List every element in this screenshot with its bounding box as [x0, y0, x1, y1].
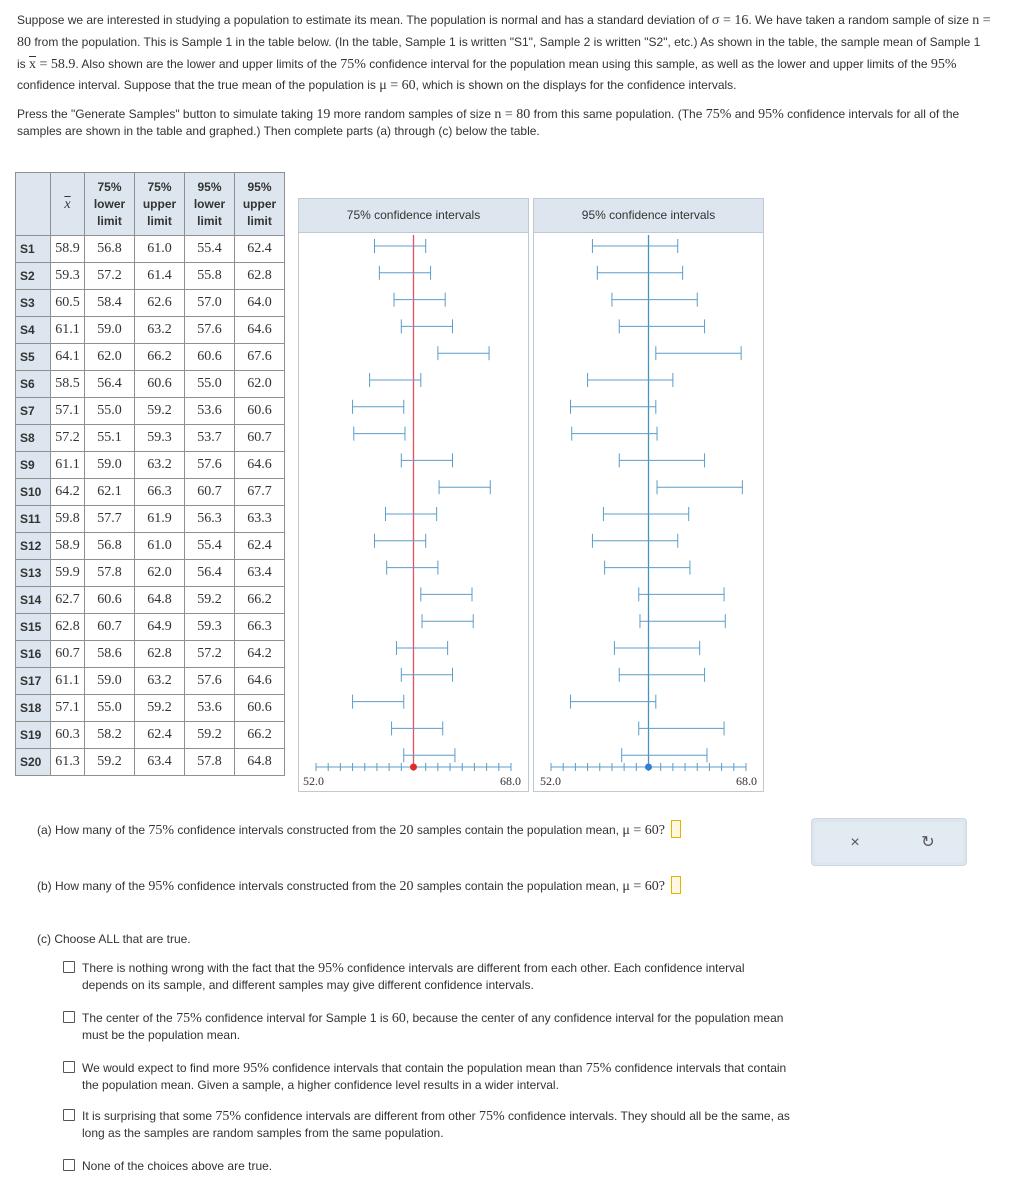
cell-mean: 58.9 — [51, 533, 85, 560]
cell-l75: 57.7 — [85, 506, 135, 533]
cell-mean: 61.1 — [51, 452, 85, 479]
cell-l95: 57.6 — [185, 452, 235, 479]
cell-u75: 60.6 — [135, 371, 185, 398]
sample-label: S16 — [16, 641, 51, 668]
cell-u95: 67.6 — [235, 344, 285, 371]
cell-l75: 60.7 — [85, 614, 135, 641]
option-4-checkbox[interactable] — [63, 1109, 75, 1121]
sample-label: S5 — [16, 344, 51, 371]
table-row — [16, 371, 285, 398]
sample-label: S12 — [16, 533, 51, 560]
sample-label: S2 — [16, 263, 51, 290]
cell-l95: 59.2 — [185, 587, 235, 614]
cell-l75: 55.0 — [85, 695, 135, 722]
cell-mean: 57.1 — [51, 398, 85, 425]
table-row — [16, 560, 285, 587]
sample-label: S4 — [16, 317, 51, 344]
sample-label: S19 — [16, 722, 51, 749]
header-95-lower: 95% lower limit — [185, 173, 235, 236]
sample-label: S11 — [16, 506, 51, 533]
cell-u75: 62.4 — [135, 722, 185, 749]
table-row — [16, 479, 285, 506]
cell-l75: 55.1 — [85, 425, 135, 452]
sample-label: S13 — [16, 560, 51, 587]
cell-u75: 66.3 — [135, 479, 185, 506]
option-2-label: The center of the 75% confidence interval for Sample 1 is 60, because the center of any confidence interval for the population mean must be the population mean. — [82, 1011, 784, 1042]
cell-u95: 63.4 — [235, 560, 285, 587]
cell-u95: 67.7 — [235, 479, 285, 506]
cell-l75: 56.8 — [85, 236, 135, 263]
cell-u95: 66.2 — [235, 722, 285, 749]
cell-l95: 56.3 — [185, 506, 235, 533]
samples-table — [15, 172, 285, 776]
sample-label: S18 — [16, 695, 51, 722]
table-row — [16, 452, 285, 479]
cell-l75: 59.2 — [85, 749, 135, 776]
cell-l75: 60.6 — [85, 587, 135, 614]
option-5-label: None of the choices above are true. — [82, 1159, 273, 1173]
cell-l75: 59.0 — [85, 668, 135, 695]
chart-95-title: 95% confidence intervals — [534, 199, 763, 233]
table-row — [16, 263, 285, 290]
cell-u95: 66.3 — [235, 614, 285, 641]
table-row — [16, 722, 285, 749]
cell-mean: 64.2 — [51, 479, 85, 506]
cell-mean: 59.3 — [51, 263, 85, 290]
cell-mean: 58.5 — [51, 371, 85, 398]
chart-95-plot — [534, 199, 763, 791]
cell-u75: 61.0 — [135, 236, 185, 263]
answer-actions — [811, 818, 967, 866]
cell-u95: 64.6 — [235, 452, 285, 479]
table-row — [16, 290, 285, 317]
sample-label: S20 — [16, 749, 51, 776]
cell-l95: 57.6 — [185, 668, 235, 695]
sample-label: S7 — [16, 398, 51, 425]
cell-u75: 63.4 — [135, 749, 185, 776]
cell-mean: 57.1 — [51, 695, 85, 722]
cell-mean: 61.3 — [51, 749, 85, 776]
intro-paragraph-2: Press the "Generate Samples" button to simulate taking 19 more random samples of size n = 80 from this same population. (The 75% and 95% confidence intervals for all of the samples are shown in the table and graphed.) Then complete parts (a) through (c) below the table. — [17, 107, 960, 139]
cell-u75: 62.8 — [135, 641, 185, 668]
option-3-checkbox[interactable] — [63, 1061, 75, 1073]
cell-l75: 59.0 — [85, 452, 135, 479]
cell-u75: 59.2 — [135, 695, 185, 722]
chart-75-title: 75% confidence intervals — [299, 199, 528, 233]
cell-l95: 55.4 — [185, 533, 235, 560]
table-row — [16, 398, 285, 425]
question-c-label: (c) Choose ALL that are true. — [37, 932, 191, 946]
cell-l75: 58.6 — [85, 641, 135, 668]
cell-u95: 64.6 — [235, 668, 285, 695]
cell-u95: 62.4 — [235, 236, 285, 263]
cell-mean: 62.8 — [51, 614, 85, 641]
option-4-label: It is surprising that some 75% confidence intervals are different from other 75% confidence intervals. They should all be the same, as long as the samples are random samples from the same population. — [82, 1109, 790, 1140]
intro-text — [17, 10, 992, 140]
intro-paragraph-1: Suppose we are interested in studying a population to estimate its mean. The population is normal and has a standard deviation of σ = 16. We have taken a random sample of size n = 80 from the population. This is Sample 1 in the table below. (In the table, Sample 1 is written "S1", Sample 2 is written "S2", etc.) As shown in the table, the sample mean of Sample 1 is $\overline{x} = 58.9$. Also shown are the lower and upper limits of the 75% confidence interval for the population mean using this sample, as well as the lower and upper limits of the 95% confidence interval. Suppose that the true mean of the population is μ = 60, which is shown on the displays for the confidence intervals. — [17, 13, 991, 94]
cell-l75: 58.2 — [85, 722, 135, 749]
cell-u75: 63.2 — [135, 452, 185, 479]
cell-l95: 59.3 — [185, 614, 235, 641]
option-1[interactable] — [63, 960, 793, 994]
cell-mean: 60.5 — [51, 290, 85, 317]
chart-95-xmax-label: 68.0 — [736, 774, 757, 788]
cell-u75: 63.2 — [135, 668, 185, 695]
cell-l95: 57.0 — [185, 290, 235, 317]
chart-75-xmin-label: 52.0 — [303, 774, 324, 788]
cell-l95: 53.7 — [185, 425, 235, 452]
table-row — [16, 317, 285, 344]
option-4[interactable] — [63, 1108, 793, 1142]
cell-mean: 58.9 — [51, 236, 85, 263]
cell-u75: 61.9 — [135, 506, 185, 533]
chart-95 — [533, 198, 764, 792]
answer-b-input[interactable] — [671, 876, 681, 894]
cell-l95: 57.2 — [185, 641, 235, 668]
row-label-header — [16, 173, 51, 236]
sample-label: S1 — [16, 236, 51, 263]
option-2[interactable] — [63, 1010, 793, 1044]
population-mean-marker — [645, 764, 652, 771]
cell-u95: 60.6 — [235, 398, 285, 425]
cell-l75: 57.2 — [85, 263, 135, 290]
cell-l95: 59.2 — [185, 722, 235, 749]
cell-u75: 66.2 — [135, 344, 185, 371]
table-row — [16, 506, 285, 533]
answer-a-input[interactable] — [671, 820, 681, 838]
table-row — [16, 668, 285, 695]
cell-l75: 62.0 — [85, 344, 135, 371]
cell-u75: 63.2 — [135, 317, 185, 344]
header-75-lower: 75% lower limit — [85, 173, 135, 236]
cell-l95: 53.6 — [185, 398, 235, 425]
option-2-checkbox[interactable] — [63, 1011, 75, 1023]
cell-l95: 60.7 — [185, 479, 235, 506]
cell-mean: 59.8 — [51, 506, 85, 533]
cell-l95: 53.6 — [185, 695, 235, 722]
header-75-upper: 75% upper limit — [135, 173, 185, 236]
cell-u95: 62.8 — [235, 263, 285, 290]
option-3[interactable] — [63, 1060, 793, 1094]
cell-l75: 58.4 — [85, 290, 135, 317]
cell-l75: 55.0 — [85, 398, 135, 425]
cell-u95: 64.2 — [235, 641, 285, 668]
sample-label: S10 — [16, 479, 51, 506]
table-row — [16, 749, 285, 776]
cell-l75: 57.8 — [85, 560, 135, 587]
header-95-upper: 95% upper limit — [235, 173, 285, 236]
cell-u75: 61.0 — [135, 533, 185, 560]
table-row — [16, 533, 285, 560]
sample-label: S8 — [16, 425, 51, 452]
table-row — [16, 344, 285, 371]
cell-mean: 57.2 — [51, 425, 85, 452]
table-row — [16, 614, 285, 641]
chart-75-plot — [299, 199, 528, 791]
population-mean-marker — [410, 764, 417, 771]
cell-u95: 62.4 — [235, 533, 285, 560]
table-body — [16, 236, 285, 776]
option-5[interactable] — [63, 1158, 793, 1175]
cell-u95: 64.0 — [235, 290, 285, 317]
cell-u75: 59.2 — [135, 398, 185, 425]
question-a: (a) How many of the 75% confidence intervals constructed from the 20 samples contain the population mean, μ = 60? — [37, 820, 681, 839]
cell-mean: 59.9 — [51, 560, 85, 587]
cell-l95: 60.6 — [185, 344, 235, 371]
cell-u75: 62.0 — [135, 560, 185, 587]
table-row — [16, 695, 285, 722]
table-header-row — [16, 173, 285, 236]
reset-icon[interactable]: ↻ — [921, 834, 935, 851]
option-1-checkbox[interactable] — [63, 961, 75, 973]
cell-u95: 64.8 — [235, 749, 285, 776]
cell-u95: 60.6 — [235, 695, 285, 722]
sample-label: S14 — [16, 587, 51, 614]
cell-l75: 56.4 — [85, 371, 135, 398]
clear-icon[interactable]: × — [850, 834, 860, 851]
chart-75-xmax-label: 68.0 — [500, 774, 521, 788]
answer-actions-inner — [815, 822, 963, 862]
cell-u75: 61.4 — [135, 263, 185, 290]
cell-u95: 60.7 — [235, 425, 285, 452]
cell-l75: 62.1 — [85, 479, 135, 506]
sample-label: S15 — [16, 614, 51, 641]
cell-u95: 66.2 — [235, 587, 285, 614]
cell-u75: 62.6 — [135, 290, 185, 317]
cell-l95: 55.8 — [185, 263, 235, 290]
sample-label: S6 — [16, 371, 51, 398]
option-1-label: There is nothing wrong with the fact that the 95% confidence intervals are different from each other. Each confidence interval depends on its sample, and different samples may give different confidence intervals. — [82, 961, 745, 992]
cell-l95: 57.6 — [185, 317, 235, 344]
option-5-checkbox[interactable] — [63, 1159, 75, 1171]
table-row — [16, 587, 285, 614]
chart-75 — [298, 198, 529, 792]
cell-mean: 61.1 — [51, 317, 85, 344]
cell-u75: 64.8 — [135, 587, 185, 614]
cell-mean: 64.1 — [51, 344, 85, 371]
cell-u95: 63.3 — [235, 506, 285, 533]
sample-label: S3 — [16, 290, 51, 317]
cell-u95: 62.0 — [235, 371, 285, 398]
table-row — [16, 641, 285, 668]
xbar-header: $\overline{x}$ — [51, 173, 85, 236]
cell-l95: 56.4 — [185, 560, 235, 587]
option-3-label: We would expect to find more 95% confidence intervals that contain the population mean than 75% confidence intervals that contain the population mean. Given a sample, a higher confidence level results in a wider interval. — [82, 1061, 787, 1092]
cell-u75: 64.9 — [135, 614, 185, 641]
cell-mean: 61.1 — [51, 668, 85, 695]
question-b: (b) How many of the 95% confidence intervals constructed from the 20 samples contain the population mean, μ = 60? — [37, 876, 681, 895]
cell-mean: 62.7 — [51, 587, 85, 614]
cell-l75: 56.8 — [85, 533, 135, 560]
cell-u95: 64.6 — [235, 317, 285, 344]
cell-mean: 60.3 — [51, 722, 85, 749]
cell-l95: 55.4 — [185, 236, 235, 263]
table-row — [16, 425, 285, 452]
cell-u75: 59.3 — [135, 425, 185, 452]
sample-label: S9 — [16, 452, 51, 479]
cell-l95: 55.0 — [185, 371, 235, 398]
cell-l95: 57.8 — [185, 749, 235, 776]
table-row — [16, 236, 285, 263]
sample-label: S17 — [16, 668, 51, 695]
cell-l75: 59.0 — [85, 317, 135, 344]
cell-mean: 60.7 — [51, 641, 85, 668]
chart-95-xmin-label: 52.0 — [540, 774, 561, 788]
